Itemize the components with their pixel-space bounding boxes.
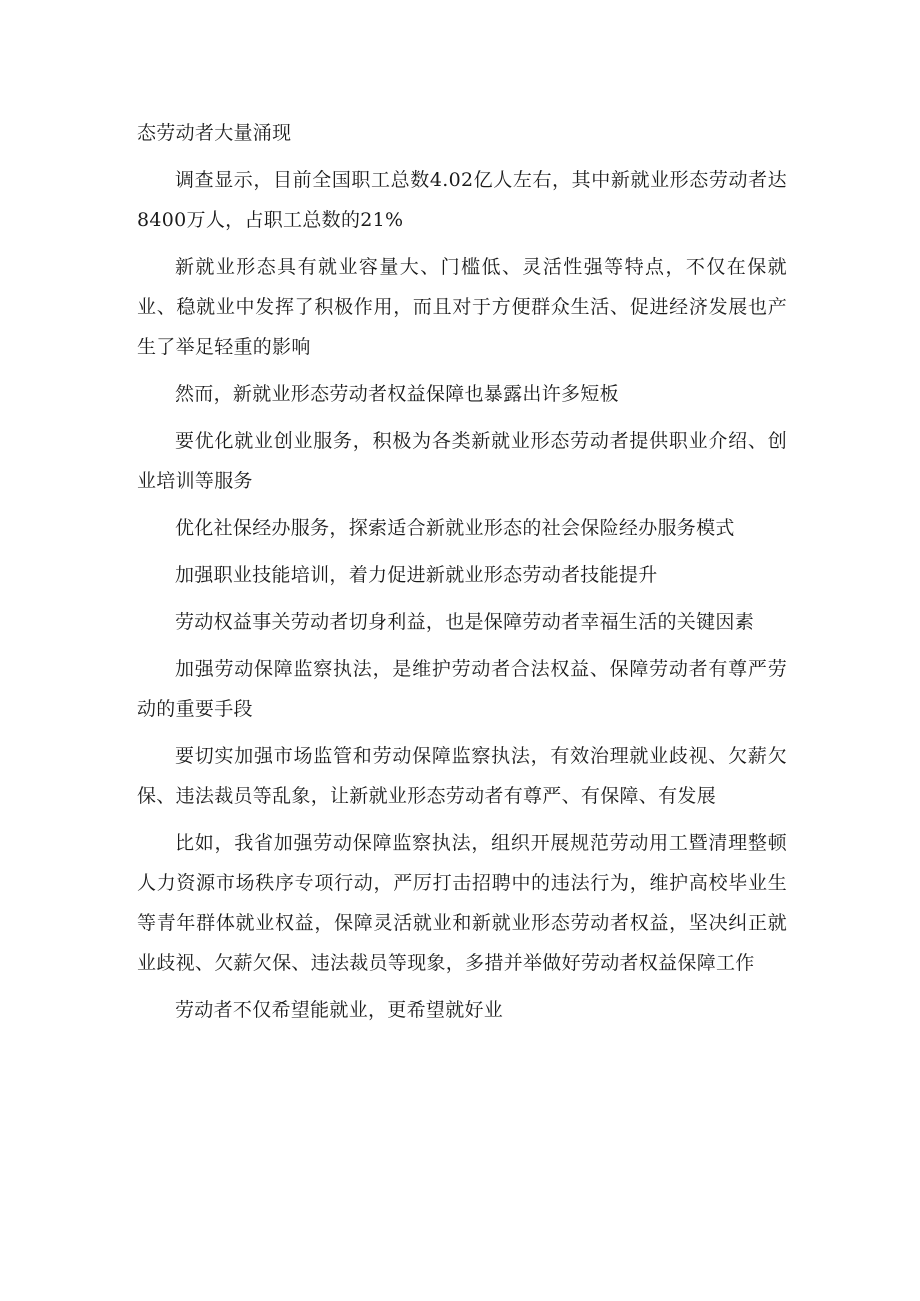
paragraph-2: 调查显示，目前全国职工总数4.02亿人左右，其中新就业形态劳动者达8400万人，占职工总数的21%	[137, 169, 787, 231]
paragraph-12: 劳动者不仅希望能就业，更希望就好业	[175, 999, 504, 1021]
paragraph-7: 加强职业技能培训，着力促进新就业形态劳动者技能提升	[175, 564, 658, 586]
paragraph-10: 要切实加强市场监管和劳动保障监察执法，有效治理就业歧视、欠薪欠保、违法裁员等乱象，让新就业形态劳动者有尊严、有保障、有发展	[137, 745, 787, 807]
paragraph-1: 态劳动者大量涌现	[137, 122, 292, 144]
paragraph-5: 要优化就业创业服务，积极为各类新就业形态劳动者提供职业介绍、创业培训等服务	[137, 430, 787, 492]
paragraph-8: 劳动权益事关劳动者切身利益，也是保障劳动者幸福生活的关键因素	[175, 611, 755, 633]
paragraph-4: 然而，新就业形态劳动者权益保障也暴露出许多短板	[175, 383, 619, 405]
paragraph-9: 加强劳动保障监察执法，是维护劳动者合法权益、保障劳动者有尊严劳动的重要手段	[137, 658, 787, 720]
paragraph-6: 优化社保经办服务，探索适合新就业形态的社会保险经办服务模式	[175, 517, 735, 539]
document-body	[137, 113, 787, 1037]
paragraph-11: 比如，我省加强劳动保障监察执法，组织开展规范劳动用工暨清理整顿人力资源市场秩序专项行动，严厉打击招聘中的违法行为，维护高校毕业生等青年群体就业权益，保障灵活就业和新就业形态劳动者权益，坚决纠正就业歧视、欠薪欠保、违法裁员等现象，多措并举做好劳动者权益保障工作	[137, 832, 787, 974]
paragraph-3: 新就业形态具有就业容量大、门槛低、灵活性强等特点，不仅在保就业、稳就业中发挥了积极作用，而且对于方便群众生活、促进经济发展也产生了举足轻重的影响	[137, 256, 787, 358]
